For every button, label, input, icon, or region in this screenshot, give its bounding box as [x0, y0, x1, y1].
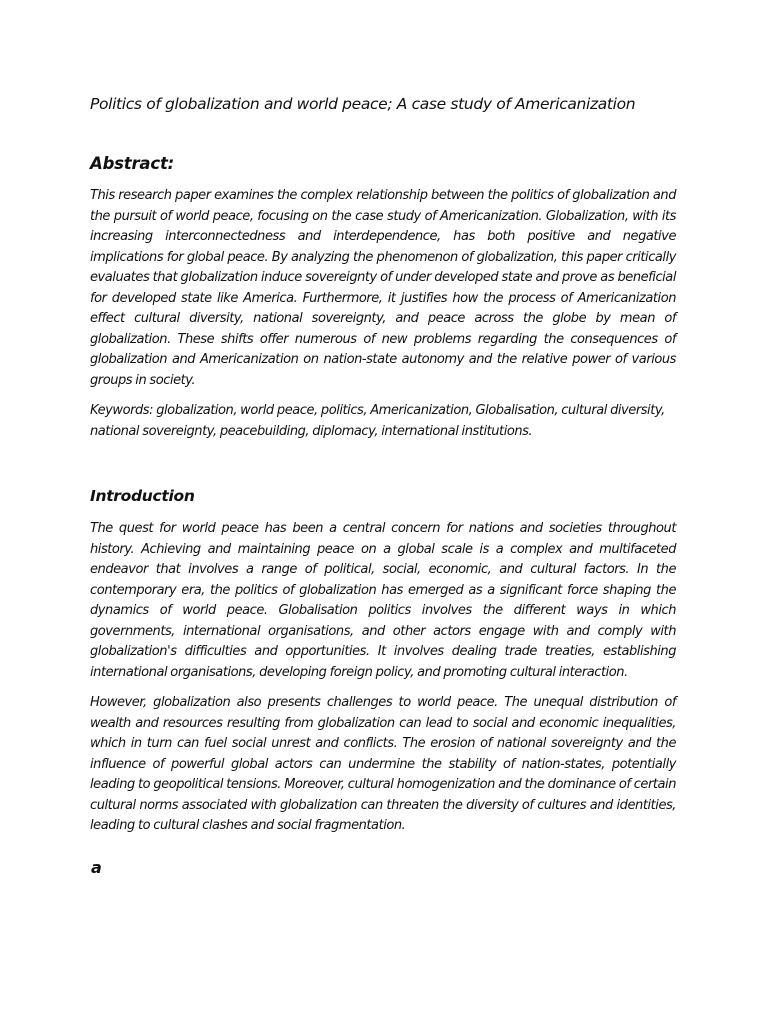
document-title: Politics of globalization and world peace; A case study of Americanization — [90, 95, 636, 113]
introduction-paragraph-2: However, globalization also presents challenges to world peace. The unequal distribution of wealth and resources resulting from globalization can lead to social and economic inequalities, which in turn can fuel social unrest and conflicts. The erosion of national sovereignty and the influence of powerful global actors can undermine the stability of nation-states, potentially leading to geopolitical tensions. Moreover, cultural homogenization and the dominance of certain cultural norms associated with globalization can threaten the diversity of cultures and identities, leading to cultural clashes and social fragmentation. — [90, 695, 676, 833]
document-body — [90, 94, 676, 837]
trailing-text: a — [91, 858, 102, 877]
introduction-paragraph-1: The quest for world peace has been a central concern for nations and societies throughout history. Achieving and maintaining peace on a global scale is a complex and multifaceted endeavor that involves a range of political, social, economic, and cultural factors. In the contemporary era, the politics of globalization has emerged as a significant force shaping the dynamics of world peace. Globalisation politics involves the different ways in which governments, international organisations, and other actors engage with and comply with globalization's difficulties and opportunities. It involves dealing trade treaties, establishing international organisations, developing foreign policy, and promoting cultural interaction. — [90, 521, 676, 680]
introduction-heading: Introduction — [90, 487, 195, 505]
keywords-line: Keywords: globalization, world peace, politics, Americanization, Globalisation, cultural diversity, national sovereignty, peacebuilding, diplomacy, international institutions. — [90, 403, 665, 439]
abstract-heading: Abstract: — [90, 154, 175, 173]
abstract-paragraph: This research paper examines the complex relationship between the politics of globalization and the pursuit of world peace, focusing on the case study of Americanization. Globalization, with its increasing interconnectedness and interdependence, has both positive and negative implications for global peace. By analyzing the phenomenon of globalization, this paper critically evaluates that globalization induce sovereignty of under developed state and prove as beneficial for developed state like America. Furthermore, it justifies how the process of Americanization effect cultural diversity, national sovereignty, and peace across the globe by mean of globalization. These shifts offer numerous of new problems regarding the consequences of globalization and Americanization on nation-state autonomy and the relative power of various groups in society. — [90, 188, 676, 388]
